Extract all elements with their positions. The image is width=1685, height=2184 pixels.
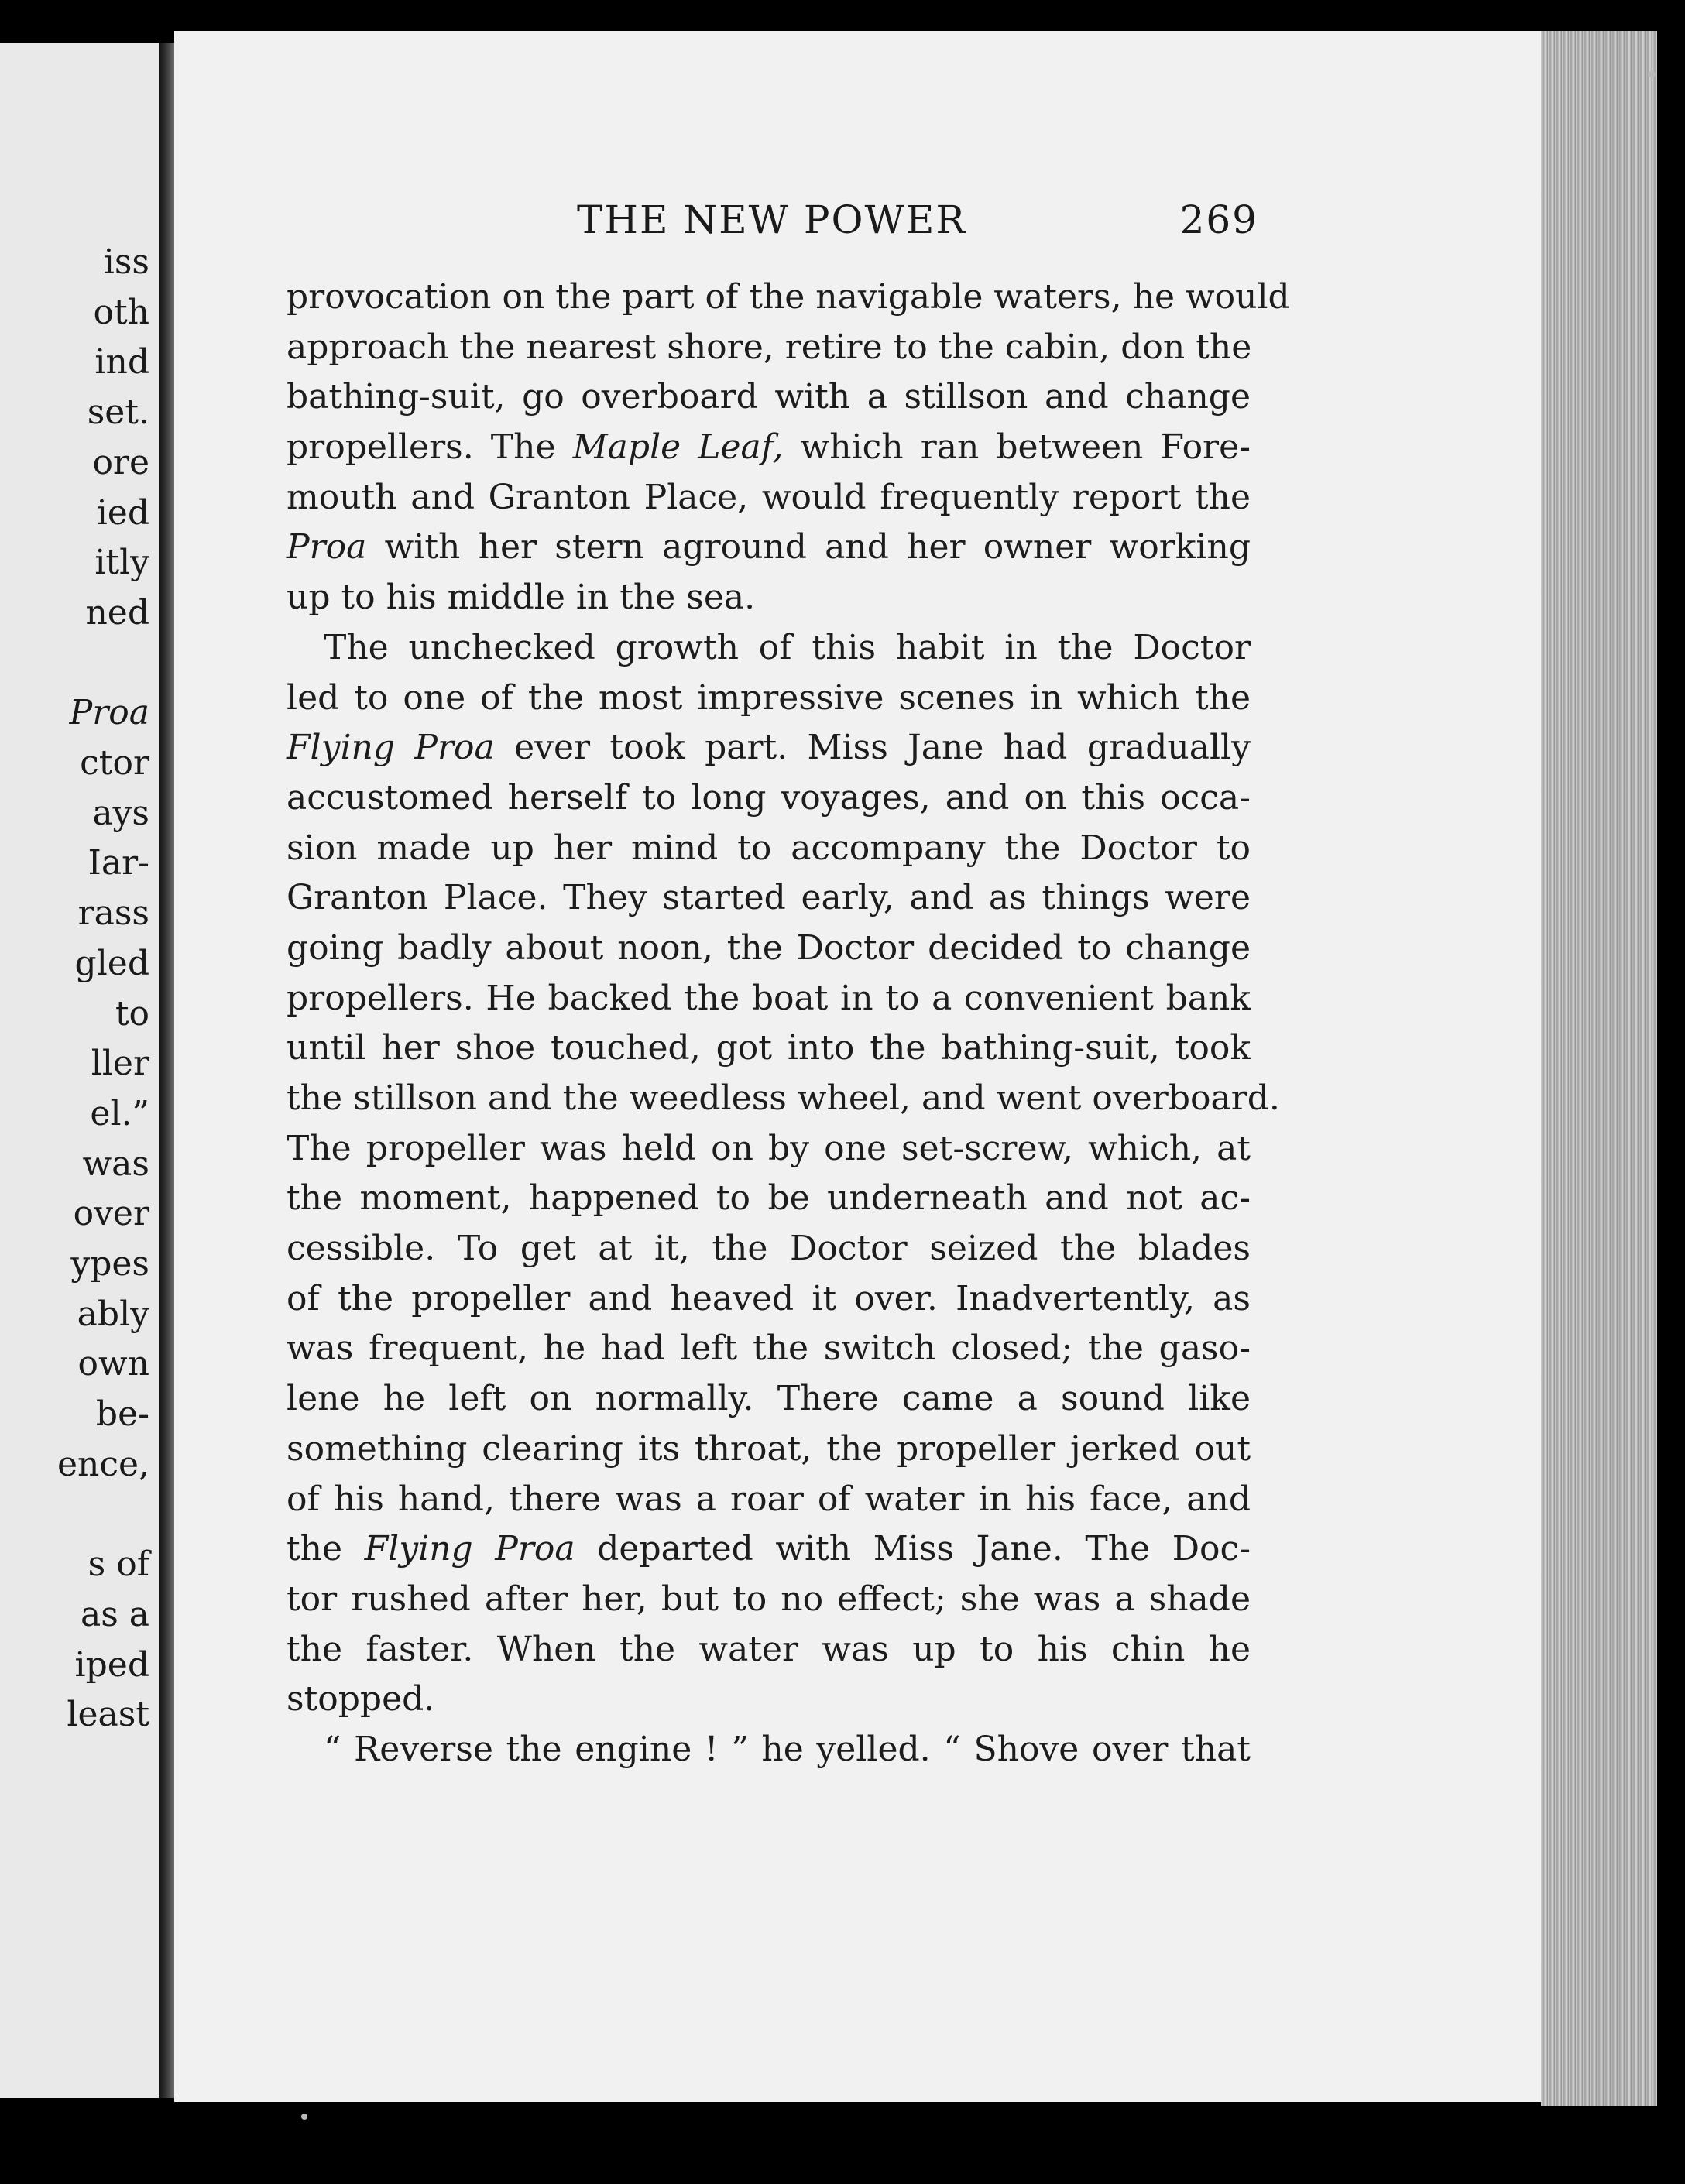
text-run: bathing-suit, go overboard with a stillson and change [287, 377, 1251, 417]
text-line [287, 723, 1251, 773]
text-line [287, 323, 1251, 373]
text-line [287, 1725, 1251, 1775]
text-run: something clearing its throat, the propeller jerked out [287, 1428, 1251, 1469]
text-line [287, 273, 1290, 323]
text-line [287, 1425, 1251, 1475]
text-line [287, 1625, 1251, 1675]
left-page-fragment: ind [94, 342, 149, 382]
text-run: sion made up her mind to accompany the Doctor to [287, 828, 1251, 868]
left-page-fragment: el.” [90, 1093, 149, 1133]
text-run: accustomed herself to long voyages, and on this occa- [287, 777, 1251, 818]
left-page-fragment: to [115, 993, 149, 1034]
text-line [287, 1074, 1280, 1124]
text-run: ever took part. Miss Jane had gradually [494, 728, 1251, 768]
text-run: was frequent, he had left the switch closed; the gaso- [287, 1329, 1251, 1369]
text-line [287, 1224, 1251, 1274]
left-page-fragment: as a [80, 1594, 149, 1634]
facing-page-fragment [0, 43, 159, 2098]
italic-text-run: Flying Proa [364, 1529, 575, 1569]
left-page-fragment: ore [92, 442, 149, 482]
text-run: with her stern aground and her owner working [366, 527, 1251, 567]
left-page-fragment: gled [74, 943, 149, 983]
text-line [287, 423, 1251, 473]
italic-text-run: Proa [287, 527, 367, 567]
text-run: which ran between Fore- [783, 427, 1251, 468]
left-page-fragment: iss [103, 242, 149, 282]
text-run: the [287, 1529, 365, 1569]
left-page-fragment: ned [85, 592, 149, 633]
text-line [287, 1524, 1251, 1575]
text-line [287, 674, 1251, 724]
scan-speck [1648, 71, 1656, 77]
left-page-fragment: ctor [80, 743, 149, 783]
text-line [287, 824, 1251, 874]
text-line [287, 1575, 1251, 1625]
text-run: led to one of the most impressive scenes in which the [287, 677, 1251, 718]
left-page-fragment: s of [88, 1545, 149, 1585]
left-page-fragment: was [82, 1143, 149, 1184]
italic-text-run: Maple Leaf, [572, 427, 784, 468]
left-page-fragment: least [67, 1695, 149, 1735]
text-line [287, 773, 1251, 824]
text-run: approach the nearest shore, retire to the cabin, don the [287, 327, 1252, 367]
page-number: 269 [1179, 197, 1258, 242]
left-page-fragment: ied [96, 492, 149, 533]
text-run: The propeller was held on by one set-screw, which, at [287, 1128, 1251, 1168]
left-page-fragment: itly [94, 543, 149, 583]
left-page-fragment: over [73, 1194, 149, 1234]
text-run: up to his middle in the sea. [287, 578, 756, 618]
text-run: the stillson and the weedless wheel, and went overboard. [287, 1078, 1280, 1118]
left-page-fragment: set. [87, 393, 149, 433]
text-run: “ Reverse the engine ! ” he yelled. “ Shove over that [324, 1729, 1251, 1769]
text-run: the faster. When the water was up to his chin he [287, 1629, 1251, 1669]
text-line [287, 473, 1251, 523]
text-line [287, 573, 1251, 623]
page-edges [1541, 31, 1657, 2106]
left-page-fragment: ays [92, 793, 149, 833]
text-line [287, 1174, 1251, 1224]
text-line [287, 523, 1251, 573]
left-page-fragment: ably [77, 1294, 149, 1334]
text-run: propellers. The [287, 427, 573, 468]
text-line [287, 1023, 1251, 1074]
text-line [287, 1324, 1251, 1374]
text-run: the moment, happened to be underneath and not ac- [287, 1178, 1251, 1219]
text-run: cessible. To get at it, the Doctor seized the blades [287, 1229, 1251, 1269]
text-run: of the propeller and heaved it over. Inadvertently, as [287, 1278, 1251, 1318]
left-page-fragment: ypes [70, 1244, 149, 1284]
text-run: lene he left on normally. There came a sound like [287, 1379, 1251, 1419]
scan-speck [301, 2114, 307, 2120]
text-run: of his hand, there was a roar of water in his face, and [287, 1479, 1251, 1519]
left-page-fragment: Iar- [88, 843, 149, 883]
left-page-fragment: ller [91, 1044, 149, 1084]
text-line [287, 1124, 1251, 1174]
text-run: departed with Miss Jane. The Doc- [575, 1529, 1251, 1569]
text-run: The unchecked growth of this habit in the Doctor [324, 627, 1251, 667]
text-run: tor rushed after her, but to no effect; she was a shade [287, 1579, 1251, 1619]
text-run: until her shoe touched, got into the bathing-suit, took [287, 1028, 1251, 1068]
book-gutter [159, 43, 176, 2098]
text-line [287, 1475, 1251, 1525]
text-line [287, 1274, 1251, 1325]
text-run: stopped. [287, 1679, 435, 1719]
running-title: THE NEW POWER [577, 197, 967, 242]
left-page-fragment: own [77, 1344, 149, 1384]
text-line [287, 924, 1251, 974]
text-run: propellers. He backed the boat in to a convenient bank [287, 978, 1251, 1018]
left-page-fragment: oth [93, 292, 149, 332]
text-run: mouth and Granton Place, would frequently report the [287, 477, 1251, 517]
left-page-fragment: iped [74, 1644, 149, 1685]
text-run: going badly about noon, the Doctor decided to change [287, 927, 1251, 968]
italic-text-run: Flying Proa [287, 728, 495, 768]
text-line [287, 623, 1251, 674]
text-line [287, 974, 1251, 1024]
text-line [287, 1374, 1251, 1425]
text-line [287, 372, 1251, 423]
left-page-fragment: rass [77, 893, 149, 934]
body-text [287, 273, 1290, 1775]
text-run: Granton Place. They started early, and as things were [287, 878, 1251, 918]
left-page-fragment: be- [95, 1394, 149, 1435]
text-line [287, 873, 1251, 924]
text-run: provocation on the part of the navigable waters, he would [287, 277, 1290, 317]
text-line [287, 1675, 1251, 1725]
left-page-fragment: Proa [69, 693, 149, 733]
left-page-fragment: ence, [57, 1444, 149, 1484]
